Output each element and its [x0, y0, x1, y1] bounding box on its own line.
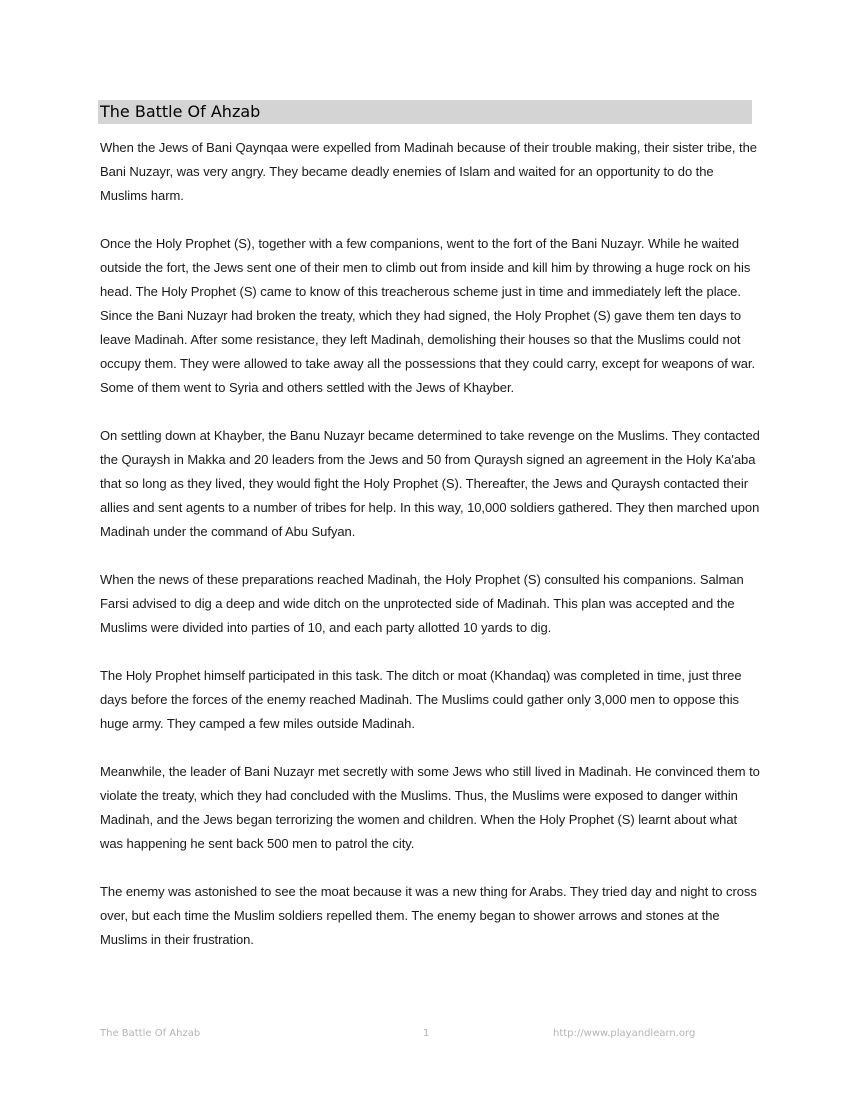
section-title-bar [98, 100, 752, 124]
article-body [100, 136, 760, 976]
paragraph-4: When the news of these preparations reached Madinah, the Holy Prophet (S) consulted his companions. Salman Farsi advised to dig a deep and wide ditch on the unprotected side of Madinah. This plan was accepted and the Muslims were divided into parties of 10, and each party allotted 10 yards to dig. [100, 572, 744, 635]
paragraph-6: Meanwhile, the leader of Bani Nuzayr met secretly with some Jews who still lived in Madinah. He convinced them to violate the treaty, which they had concluded with the Muslims. Thus, the Muslims were exposed to danger within Madinah, and the Jews began terrorizing the women and children. When the Holy Prophet (S) learnt about what was happening he sent back 500 men to patrol the city. [100, 764, 760, 851]
footer-title: The Battle Of Ahzab [100, 1028, 201, 1039]
paragraph-2: Once the Holy Prophet (S), together with a few companions, went to the fort of the Bani Nuzayr. While he waited outside the fort, the Jews sent one of their men to climb out from inside and kill him by throwing a huge rock on his head. The Holy Prophet (S) came to know of this treacherous scheme just in time and immediately left the place. Since the Bani Nuzayr had broken the treaty, which they had signed, the Holy Prophet (S) gave them ten days to leave Madinah. After some resistance, they left Madinah, demolishing their houses so that the Muslims could not occupy them. They were allowed to take away all the possessions that they could carry, except for weapons of war. Some of them went to Syria and others settled with the Jews of Khayber. [100, 236, 756, 395]
paragraph-5: The Holy Prophet himself participated in this task. The ditch or moat (Khandaq) was completed in time, just three days before the forces of the enemy reached Madinah. The Muslims could gather only 3,000 men to oppose this huge army. They camped a few miles outside Madinah. [100, 668, 742, 731]
paragraph-7: The enemy was astonished to see the moat because it was a new thing for Arabs. They tried day and night to cross over, but each time the Muslim soldiers repelled them. The enemy began to shower arrows and stones at the Muslims in their frustration. [100, 884, 757, 947]
paragraph-1: When the Jews of Bani Qaynqaa were expelled from Madinah because of their trouble making, their sister tribe, the Bani Nuzayr, was very angry. They became deadly enemies of Islam and waited for an opportunity to do the Muslims harm. [100, 140, 757, 203]
page-number: 1 [423, 1028, 430, 1039]
footer-url: http://www.playandlearn.org [553, 1028, 696, 1039]
paragraph-3: On settling down at Khayber, the Banu Nuzayr became determined to take revenge on the Muslims. They contacted the Quraysh in Makka and 20 leaders from the Jews and 50 from Quraysh signed an agreement in the Holy Ka'aba that so long as they lived, they would fight the Holy Prophet (S). Thereafter, the Jews and Quraysh contacted their allies and sent agents to a number of tribes for help. In this way, 10,000 soldiers gathered. They then marched upon Madinah under the command of Abu Sufyan. [100, 428, 760, 539]
page-footer [0, 1025, 850, 1043]
page-title: The Battle Of Ahzab [100, 102, 261, 121]
